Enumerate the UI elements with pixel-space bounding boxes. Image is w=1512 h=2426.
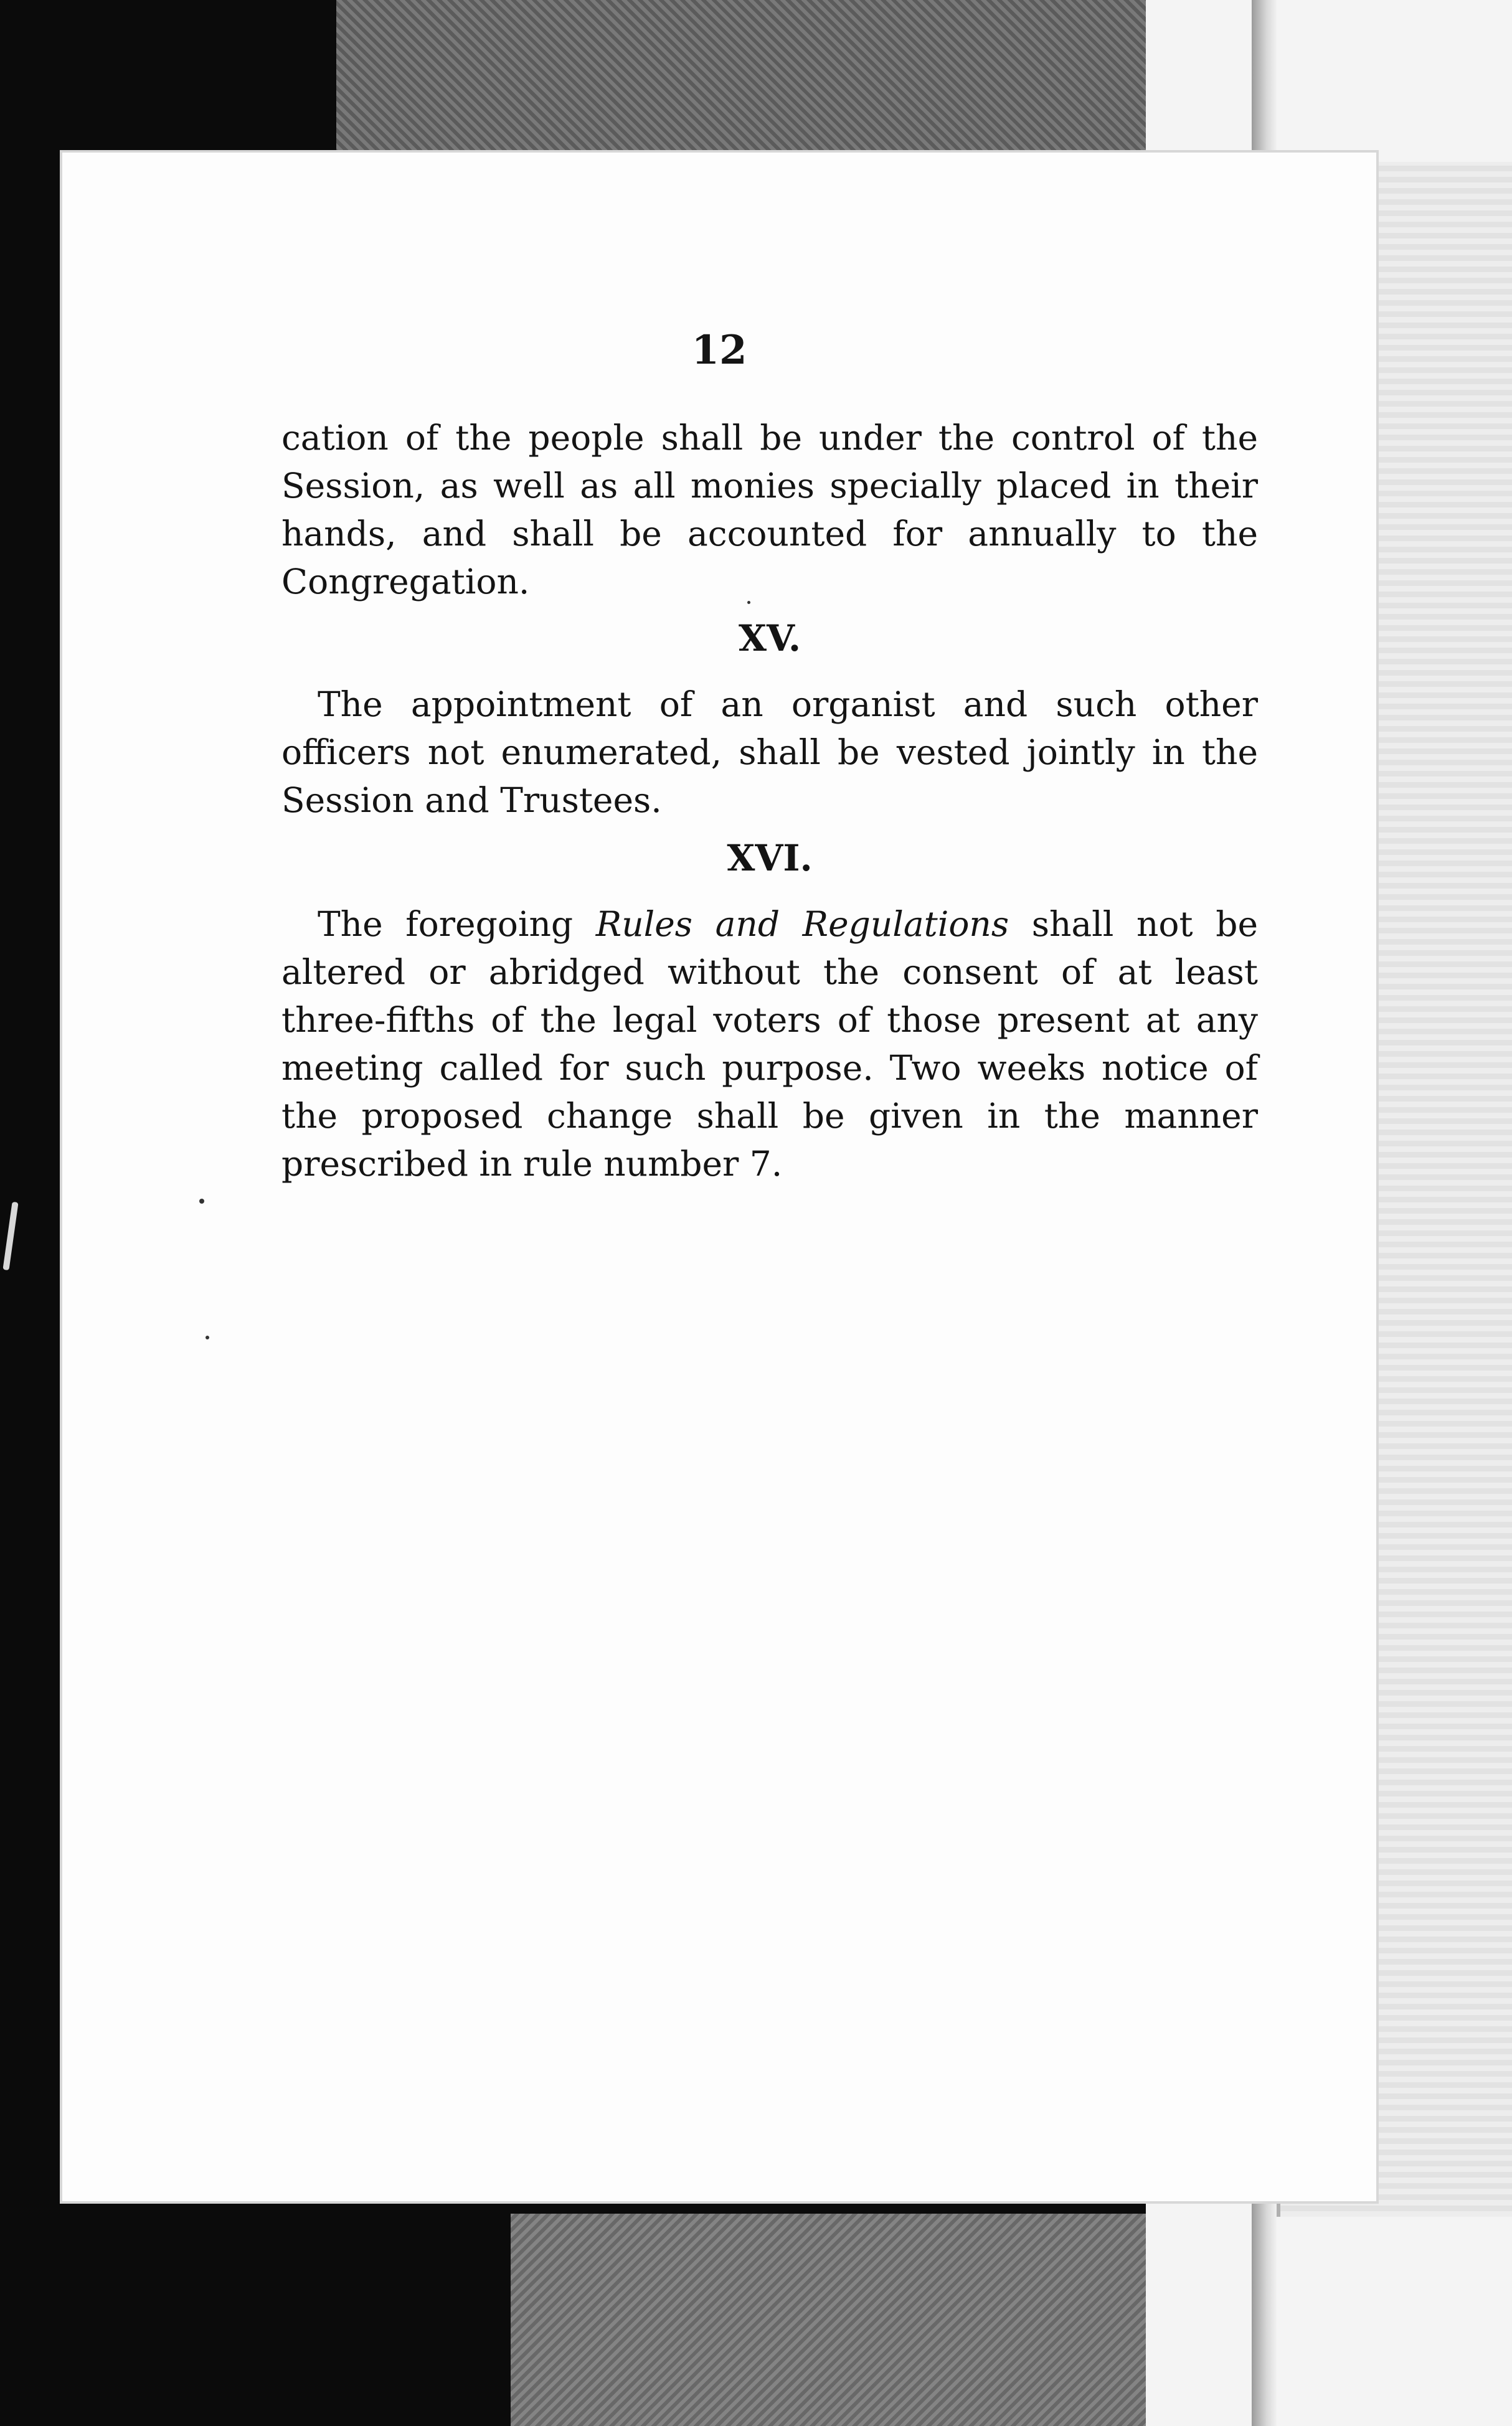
- dust-speck: [747, 601, 750, 604]
- page-number: 12: [691, 327, 747, 374]
- section-heading-xvi: XVI.: [727, 837, 813, 879]
- continuation-paragraph: cation of the people shall be under the control of the Session, as well as all monies specially placed in their hands, and shall be accounted for annually to the Congregation.: [281, 418, 1258, 602]
- section-xv-text: The appointment of an organist and such other officers not enumerated, shall be vested jointly in the Session and Trustees.: [281, 684, 1258, 820]
- section-xvi-text: [281, 900, 1258, 1188]
- scan-artifact-mark: [2, 1202, 18, 1270]
- page-text: [281, 414, 1258, 1188]
- dust-speck: [206, 1336, 209, 1339]
- rules-and-regulations-italic: Rules and Regulations: [595, 904, 1009, 944]
- dust-speck: [199, 1199, 204, 1204]
- section-heading-xv: XV.: [738, 617, 801, 659]
- section-xvi-text-after: shall not be altered or abridged without the consent of at least three-fifths of the legal voters of those present at any meeting called for such purpose. Two weeks notice of the proposed change shall be given in the manner prescribed in rule number 7.: [281, 904, 1258, 1184]
- scan-background-top: [336, 0, 1152, 159]
- document-page: [62, 153, 1376, 2201]
- scan-background-bottom: [511, 2214, 1158, 2426]
- section-xvi-text-before: The foregoing: [318, 904, 596, 944]
